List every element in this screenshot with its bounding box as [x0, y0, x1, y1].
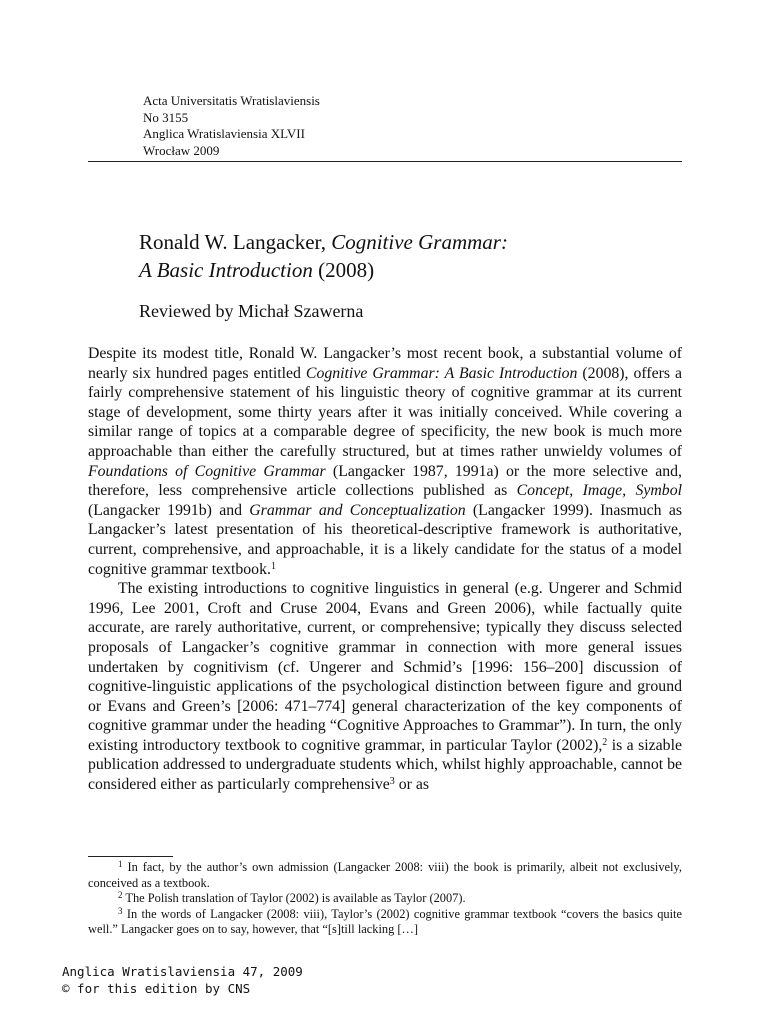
footnote-text: In fact, by the author’s own admission (Langacker 2008: viii) the book is primarily, albeit not exclusively, conceived as a textbook.	[88, 860, 682, 890]
footnote-text: The Polish translation of Taylor (2002) is available as Taylor (2007).	[122, 891, 466, 905]
footnote-3	[88, 907, 682, 938]
footnote-1	[88, 860, 682, 891]
text-span: (2008), offers a fairly comprehensive statement of his linguistic theory of cognitive grammar at its current stage of development, some thirty years after it was initially conceived. While covering a similar range of topics at a comparable degree of specificity, the new book is much more approachable than either the carefully structured, but at times rather unwieldy volumes of	[88, 364, 682, 460]
footnote-ref-1[interactable]: 1	[270, 560, 276, 572]
italic-title: Foundations of Cognitive Grammar	[88, 462, 326, 480]
book-title-part-2: A Basic Introduction	[139, 258, 313, 282]
book-title-part-1: Cognitive Grammar:	[331, 230, 508, 254]
text-span: (Langacker 1987, 1991a) or the more selective and, therefore, less comprehensive article collections published as	[88, 462, 682, 500]
paragraph-2	[88, 579, 682, 795]
text-span: or as	[394, 776, 429, 794]
text-span: The existing introductions to cognitive linguistics in general (e.g. Ungerer and Schmid 1996, Lee 2001, Croft and Cruse 2004, Evans and Green 2006), while factually quite accurate, are rarely authoritative, current, or comprehensive; typically they discuss selected proposals of Langacker’s cognitive grammar in connection with more general issues undertaken by cognitivism (cf. Ungerer and Schmid’s [1996: 156–200] discussion of cognitive-linguistic applications of the psychological distinction between figure and ground or Evans and Green’s [2006: 471–774] general characterization of the key components of cognitive grammar under the heading “Cognitive Approaches to Grammar”). In turn, the only existing introductory textbook to cognitive grammar, in particular Taylor (2002),	[88, 580, 682, 754]
text-span: Despite its modest title, Ronald W. Langacker’s most recent book, a substantial volume of nearly six hundred pages entitled	[88, 345, 682, 382]
footnotes	[88, 860, 682, 938]
footer-journal: Anglica Wratislaviensia 47, 2009	[62, 964, 303, 979]
footnote-number: 3	[118, 905, 123, 916]
review-body	[88, 344, 682, 795]
paragraph-1	[88, 344, 682, 579]
title-line-2	[139, 256, 508, 284]
journal-number: No 3155	[143, 109, 189, 125]
journal-series: Anglica Wratislaviensia XLVII	[143, 126, 305, 141]
reviewer-line: Reviewed by Michał Szawerna	[139, 301, 364, 321]
footnote-2	[88, 891, 682, 907]
journal-header	[143, 93, 320, 159]
italic-title: Concept, Image, Symbol	[516, 482, 682, 500]
copyright-footer	[62, 964, 303, 997]
footnote-rule	[88, 856, 173, 857]
footnote-ref-3[interactable]: 3	[389, 776, 395, 788]
footnote-number: 2	[118, 890, 123, 900]
footnote-number: 1	[118, 859, 123, 869]
text-span: (Langacker 1991b) and	[88, 501, 250, 519]
footnote-ref-2[interactable]: 2	[602, 736, 608, 748]
book-year: (2008)	[312, 258, 375, 282]
footer-copyright: © for this edition by CNS	[62, 980, 251, 996]
text-span: is a sizable publication addressed to undergraduate students which, whilst highly approachable, cannot be considered either as particularly comprehensive	[88, 736, 682, 794]
review-title	[139, 228, 508, 284]
italic-title: Cognitive Grammar: A Basic Introduction	[305, 364, 578, 382]
title-line-1	[139, 228, 508, 256]
italic-title: Grammar and Conceptualization	[249, 501, 466, 519]
journal-name: Acta Universitatis Wratislaviensis	[143, 93, 320, 108]
header-rule	[88, 161, 682, 162]
book-author: Ronald W. Langacker,	[139, 230, 332, 254]
text-span: (Langacker 1999). Inasmuch as Langacker’s latest presentation of his theoretical-descriptive framework is authoritative, current, comprehensive, and approachable, it is a likely candidate for the status of a model cognitive grammar textbook.	[88, 501, 682, 578]
journal-place-year: Wrocław 2009	[143, 142, 220, 158]
footnote-text: In the words of Langacker (2008: viii), Taylor’s (2002) cognitive grammar textbook “covers the basics quite well.” Langacker goes on to say, however, that “[s]till lacking […]	[88, 906, 682, 936]
